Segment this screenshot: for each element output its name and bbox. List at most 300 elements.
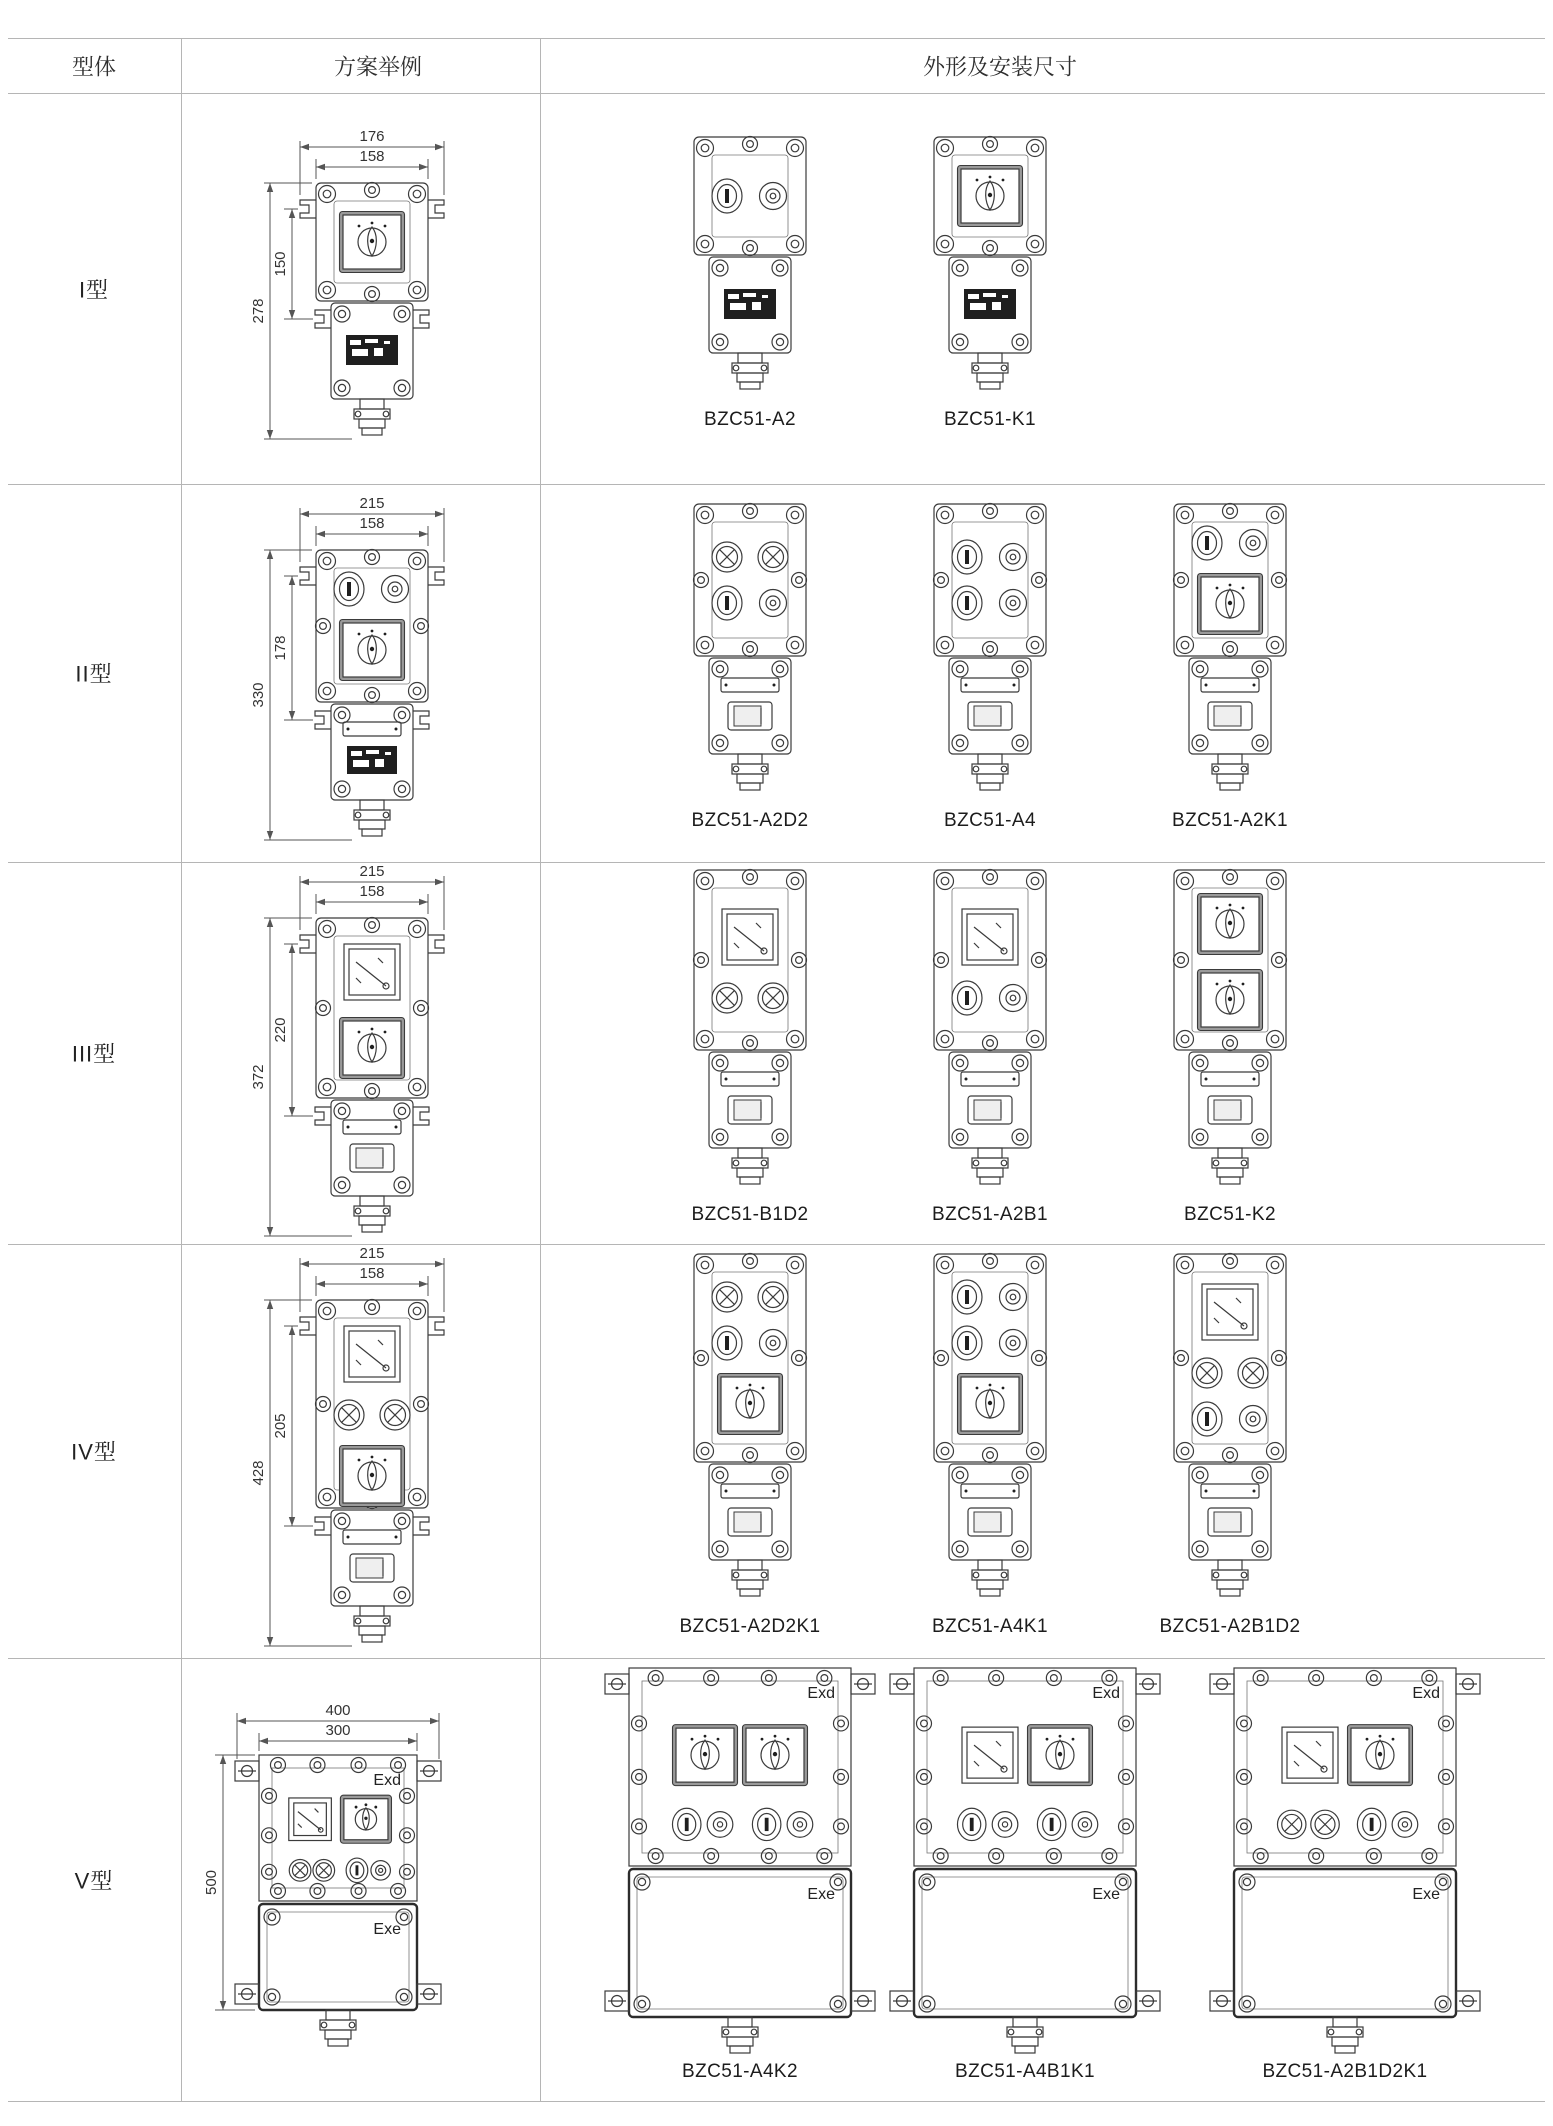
junction-box xyxy=(949,1052,1031,1148)
bolt-icon xyxy=(414,1001,429,1016)
product-drawing xyxy=(932,137,1048,397)
bolt-icon xyxy=(409,683,426,700)
bolt-icon xyxy=(1253,1671,1268,1686)
bolt-icon xyxy=(694,1351,709,1366)
bolt-icon xyxy=(1027,235,1044,252)
dimension-horizontal xyxy=(300,495,444,517)
bolt-icon xyxy=(396,1989,412,2005)
indicator-lamp-icon xyxy=(758,1282,788,1312)
product-drawing xyxy=(1172,870,1288,1192)
bolt-icon xyxy=(787,507,804,524)
bolt-icon xyxy=(334,1103,350,1119)
bolt-icon xyxy=(697,139,714,156)
bolt-icon xyxy=(1223,1254,1238,1269)
ammeter-icon xyxy=(1202,1284,1258,1340)
product-model-label: BZC51-A4K1 xyxy=(932,1616,1048,1637)
mounting-foot-icon xyxy=(851,1991,875,2011)
bolt-icon xyxy=(1012,334,1028,350)
product-drawing xyxy=(692,504,808,798)
junction-box xyxy=(1189,1464,1271,1560)
nameplate xyxy=(964,289,1016,319)
bolt-icon xyxy=(1435,1996,1451,2012)
bolt-icon xyxy=(792,1351,807,1366)
dimension-value: 158 xyxy=(359,883,385,900)
mounting-foot-icon xyxy=(1136,1991,1160,2011)
cable-gland xyxy=(1212,1560,1248,1596)
bolt-icon xyxy=(391,1884,406,1899)
bolt-icon xyxy=(712,1055,728,1071)
dimension-value: 278 xyxy=(250,297,267,324)
bolt-icon xyxy=(319,553,336,570)
bolt-icon xyxy=(743,642,758,657)
bolt-icon xyxy=(1012,661,1028,677)
bolt-icon xyxy=(743,504,758,519)
bolt-icon xyxy=(1192,1129,1208,1145)
ammeter-icon xyxy=(1282,1727,1338,1783)
start-button-icon xyxy=(952,540,982,574)
cable-gland xyxy=(354,399,390,435)
table-border-top xyxy=(8,38,1545,39)
bolt-icon xyxy=(365,550,380,565)
bolt-icon xyxy=(1267,637,1284,654)
bolt-icon xyxy=(933,1849,948,1864)
rotary-switch-icon xyxy=(1198,574,1263,635)
exd-label: Exd xyxy=(807,1685,835,1702)
junction-box xyxy=(949,1464,1031,1560)
bolt-icon xyxy=(1309,1671,1324,1686)
bolt-icon xyxy=(1027,1257,1044,1274)
dimension-horizontal xyxy=(300,128,444,150)
bolt-icon xyxy=(1366,1671,1381,1686)
bolt-icon xyxy=(697,873,714,890)
bolt-icon xyxy=(400,1864,415,1879)
row-divider-2 xyxy=(8,862,1545,863)
rotary-switch-icon xyxy=(340,1018,405,1079)
control-panel-box xyxy=(1174,504,1287,657)
indicator-lamp-icon xyxy=(758,983,788,1013)
bolt-icon xyxy=(319,921,336,938)
bolt-icon xyxy=(712,1129,728,1145)
bolt-icon xyxy=(697,637,714,654)
bolt-icon xyxy=(787,873,804,890)
product-drawing xyxy=(692,137,808,397)
dimension-value: 178 xyxy=(272,635,289,661)
exe-label: Exe xyxy=(1092,1886,1120,1903)
bolt-icon xyxy=(934,1351,949,1366)
indicator-lamp-icon xyxy=(712,1282,742,1312)
mounting-ear-icon xyxy=(315,310,331,328)
bolt-icon xyxy=(1422,1849,1437,1864)
product-drawing xyxy=(603,1666,877,2055)
control-panel-box xyxy=(934,1254,1047,1463)
dimension-horizontal xyxy=(300,1245,444,1267)
rocker-window xyxy=(728,702,772,730)
increased-safety-section xyxy=(259,1904,417,2010)
bolt-icon xyxy=(334,781,350,797)
start-button-icon xyxy=(952,1326,982,1360)
bolt-icon xyxy=(834,1819,849,1834)
bolt-icon xyxy=(1309,1849,1324,1864)
cable-gland xyxy=(722,2017,758,2053)
bolt-icon xyxy=(1252,661,1268,677)
bolt-icon xyxy=(409,921,426,938)
bolt-icon xyxy=(319,185,336,202)
bolt-icon xyxy=(772,1055,788,1071)
rotary-switch-icon xyxy=(1198,970,1263,1031)
exd-label: Exd xyxy=(373,1772,401,1789)
row-divider-4 xyxy=(8,1658,1545,1659)
dimension-value: 372 xyxy=(250,1064,267,1090)
bolt-icon xyxy=(712,334,728,350)
header-col-type: 型体 xyxy=(71,54,117,80)
bolt-icon xyxy=(1032,1351,1047,1366)
bolt-icon xyxy=(262,1788,277,1803)
ammeter-icon xyxy=(289,1798,332,1841)
mounting-ear-icon xyxy=(413,711,429,729)
cable-gland xyxy=(1007,2017,1043,2053)
rocker-window xyxy=(1208,1508,1252,1536)
stop-button-icon xyxy=(1240,530,1267,557)
mounting-ear-icon xyxy=(300,567,316,585)
scheme-drawing xyxy=(246,496,464,850)
start-button-icon xyxy=(334,572,364,606)
bolt-icon xyxy=(934,953,949,968)
terminal-plate xyxy=(343,1530,401,1544)
terminal-plate xyxy=(721,1072,779,1086)
rocker-window xyxy=(968,702,1012,730)
bolt-icon xyxy=(743,136,758,151)
bolt-icon xyxy=(400,1828,415,1843)
bolt-icon xyxy=(761,1849,776,1864)
indicator-lamp-icon xyxy=(380,1400,410,1430)
control-panel-box xyxy=(1174,1254,1287,1463)
nameplate xyxy=(346,335,398,365)
dimension-vertical xyxy=(250,183,273,439)
junction-box xyxy=(331,1100,413,1196)
stop-button-icon xyxy=(1392,1812,1418,1838)
mounting-ear-icon xyxy=(315,711,331,729)
terminal-plate xyxy=(721,1484,779,1498)
bolt-icon xyxy=(394,707,410,723)
mounting-foot-icon xyxy=(1456,1674,1480,1694)
bolt-icon xyxy=(1032,573,1047,588)
cable-gland xyxy=(972,353,1008,389)
bolt-icon xyxy=(1252,735,1268,751)
bolt-icon xyxy=(937,235,954,252)
mounting-foot-icon xyxy=(890,1991,914,2011)
dimension-value: 428 xyxy=(250,1460,267,1486)
junction-box xyxy=(709,1052,791,1148)
product-model-label: BZC51-A2 xyxy=(704,408,796,430)
mounting-foot-icon xyxy=(235,1761,259,1781)
junction-box xyxy=(709,1464,791,1560)
indicator-lamp-icon xyxy=(1192,1358,1222,1388)
bolt-icon xyxy=(817,1849,832,1864)
bolt-icon xyxy=(334,1513,350,1529)
bolt-icon xyxy=(319,1079,336,1096)
table-border-bottom xyxy=(8,2101,1545,2102)
bolt-icon xyxy=(772,735,788,751)
column-divider-1 xyxy=(181,38,182,2101)
bolt-icon xyxy=(394,781,410,797)
bolt-icon xyxy=(787,1031,804,1048)
bolt-icon xyxy=(772,260,788,276)
bolt-icon xyxy=(933,1671,948,1686)
cable-gland xyxy=(1212,754,1248,790)
bolt-icon xyxy=(409,185,426,202)
control-panel-box xyxy=(694,136,806,255)
ammeter-icon xyxy=(344,944,400,1000)
stop-button-icon xyxy=(1000,1330,1027,1357)
dimension-value: 330 xyxy=(250,682,267,708)
dimension-horizontal xyxy=(316,515,428,537)
control-panel-box xyxy=(1174,870,1287,1051)
bolt-icon xyxy=(1032,953,1047,968)
dimension-value: 300 xyxy=(325,1722,351,1739)
bolt-icon xyxy=(1223,504,1238,519)
terminal-plate xyxy=(1201,1072,1259,1086)
product-model-label: BZC51-A2K1 xyxy=(1172,810,1288,831)
ammeter-icon xyxy=(962,909,1018,965)
bolt-icon xyxy=(1027,1443,1044,1460)
bolt-icon xyxy=(1115,1996,1131,2012)
bolt-icon xyxy=(1192,735,1208,751)
bolt-icon xyxy=(1102,1849,1117,1864)
column-divider-2 xyxy=(540,38,541,2101)
stop-button-icon xyxy=(1000,1284,1027,1311)
bolt-icon xyxy=(319,683,336,700)
nameplate xyxy=(347,746,397,774)
start-button-icon xyxy=(712,179,742,213)
bolt-icon xyxy=(1177,1443,1194,1460)
dimension-vertical xyxy=(250,550,273,840)
mounting-ear-icon xyxy=(428,1317,444,1335)
junction-box xyxy=(331,303,413,399)
mounting-foot-icon xyxy=(851,1674,875,1694)
product-model-label: BZC51-A4 xyxy=(944,810,1036,831)
cable-gland xyxy=(320,2010,356,2046)
mounting-ear-icon xyxy=(315,1517,331,1535)
bolt-icon xyxy=(1253,1849,1268,1864)
bolt-icon xyxy=(262,1828,277,1843)
stop-button-icon xyxy=(1000,985,1027,1012)
product-model-label: BZC51-A2D2K1 xyxy=(679,1616,821,1637)
bolt-icon xyxy=(694,953,709,968)
indicator-lamp-icon xyxy=(313,1860,335,1882)
bolt-icon xyxy=(952,1467,968,1483)
start-button-icon xyxy=(712,586,742,620)
rotary-switch-icon xyxy=(718,1374,783,1435)
bolt-icon xyxy=(983,1448,998,1463)
dimension-value: 158 xyxy=(359,1265,385,1282)
bolt-icon xyxy=(262,1864,277,1879)
bolt-icon xyxy=(1192,1055,1208,1071)
bolt-icon xyxy=(697,1443,714,1460)
bolt-icon xyxy=(1027,873,1044,890)
product-model-label: BZC51-A2B1 xyxy=(932,1204,1048,1225)
bolt-icon xyxy=(1012,1467,1028,1483)
dimension-vertical xyxy=(250,918,273,1236)
bolt-icon xyxy=(409,1489,426,1506)
stop-button-icon xyxy=(1000,544,1027,571)
bolt-icon xyxy=(1027,1031,1044,1048)
stop-button-icon xyxy=(707,1812,733,1838)
cable-gland xyxy=(732,754,768,790)
mounting-foot-icon xyxy=(1210,1991,1234,2011)
scheme-drawing xyxy=(246,1246,464,1656)
bolt-icon xyxy=(414,619,429,634)
bolt-icon xyxy=(983,1036,998,1051)
bolt-icon xyxy=(952,260,968,276)
stop-button-icon xyxy=(760,182,787,209)
bolt-icon xyxy=(712,260,728,276)
bolt-icon xyxy=(1192,1467,1208,1483)
dimension-horizontal xyxy=(316,1265,428,1287)
bolt-icon xyxy=(1239,1874,1255,1890)
cable-gland xyxy=(972,754,1008,790)
terminal-plate xyxy=(961,1484,1019,1498)
bolt-icon xyxy=(952,1055,968,1071)
bolt-icon xyxy=(1252,1129,1268,1145)
bolt-icon xyxy=(983,1254,998,1269)
bolt-icon xyxy=(1174,953,1189,968)
bolt-icon xyxy=(983,870,998,885)
bolt-icon xyxy=(1012,1541,1028,1557)
terminal-plate xyxy=(961,678,1019,692)
bolt-icon xyxy=(983,504,998,519)
bolt-icon xyxy=(334,1177,350,1193)
bolt-icon xyxy=(334,306,350,322)
bolt-icon xyxy=(632,1769,647,1784)
bolt-icon xyxy=(1267,1443,1284,1460)
indicator-lamp-icon xyxy=(712,542,742,572)
product-model-label: BZC51-A4B1K1 xyxy=(955,2061,1095,2082)
product-model-label: BZC51-K2 xyxy=(1184,1204,1276,1225)
control-panel-box xyxy=(316,550,429,703)
mounting-ear-icon xyxy=(300,1317,316,1335)
start-button-icon xyxy=(1357,1808,1386,1840)
bolt-icon xyxy=(772,1541,788,1557)
bolt-icon xyxy=(937,1443,954,1460)
start-button-icon xyxy=(346,1858,368,1883)
bolt-icon xyxy=(1177,1257,1194,1274)
bolt-icon xyxy=(787,1443,804,1460)
stop-button-icon xyxy=(1000,590,1027,617)
bolt-icon xyxy=(334,707,350,723)
product-drawing xyxy=(1208,1666,1482,2055)
bolt-icon xyxy=(1177,1031,1194,1048)
start-button-icon xyxy=(1192,526,1222,560)
stop-button-icon xyxy=(382,576,409,603)
bolt-icon xyxy=(1366,1849,1381,1864)
stop-button-icon xyxy=(787,1812,813,1838)
bolt-icon xyxy=(937,873,954,890)
control-panel-box xyxy=(694,504,807,657)
type-label: III型 xyxy=(71,1041,117,1067)
bolt-icon xyxy=(704,1849,719,1864)
flameproof-section xyxy=(259,1755,417,1901)
ammeter-icon xyxy=(722,909,778,965)
bolt-icon xyxy=(319,1489,336,1506)
mounting-ear-icon xyxy=(300,935,316,953)
control-panel-box xyxy=(934,504,1047,657)
rotary-switch-icon xyxy=(1028,1725,1093,1786)
bolt-icon xyxy=(1439,1716,1454,1731)
stop-button-icon xyxy=(371,1861,390,1880)
bolt-icon xyxy=(919,1874,935,1890)
bolt-icon xyxy=(1267,873,1284,890)
bolt-icon xyxy=(316,1001,331,1016)
bolt-icon xyxy=(632,1819,647,1834)
cable-gland xyxy=(732,1560,768,1596)
product-model-label: BZC51-B1D2 xyxy=(691,1204,809,1225)
exe-label: Exe xyxy=(1412,1886,1440,1903)
increased-safety-section xyxy=(629,1869,851,2017)
indicator-lamp-icon xyxy=(1311,1810,1340,1839)
bolt-icon xyxy=(772,1467,788,1483)
bolt-icon xyxy=(409,1079,426,1096)
bolt-icon xyxy=(772,334,788,350)
bolt-icon xyxy=(792,953,807,968)
bolt-icon xyxy=(817,1671,832,1686)
bolt-icon xyxy=(1027,507,1044,524)
start-button-icon xyxy=(952,586,982,620)
stop-button-icon xyxy=(992,1812,1018,1838)
bolt-icon xyxy=(1223,870,1238,885)
row-divider-3 xyxy=(8,1244,1545,1245)
bolt-icon xyxy=(1237,1819,1252,1834)
cable-gland xyxy=(354,800,390,836)
indicator-lamp-icon xyxy=(289,1860,311,1882)
bolt-icon xyxy=(1237,1716,1252,1731)
bolt-icon xyxy=(1012,260,1028,276)
bolt-icon xyxy=(697,1257,714,1274)
bolt-icon xyxy=(316,1397,331,1412)
start-button-icon xyxy=(952,1280,982,1314)
control-panel-box xyxy=(316,1300,429,1509)
bolt-icon xyxy=(1223,642,1238,657)
bolt-icon xyxy=(787,235,804,252)
stop-button-icon xyxy=(760,1330,787,1357)
cable-gland xyxy=(1327,2017,1363,2053)
cable-gland xyxy=(354,1606,390,1642)
junction-box xyxy=(709,658,791,754)
bolt-icon xyxy=(1267,1031,1284,1048)
ammeter-icon xyxy=(962,1727,1018,1783)
product-model-label: BZC51-A4K2 xyxy=(682,2061,798,2082)
dimension-horizontal xyxy=(316,883,428,905)
bolt-icon xyxy=(772,661,788,677)
dimension-value: 158 xyxy=(359,515,385,532)
cable-gland xyxy=(972,1560,1008,1596)
product-model-label: BZC51-K1 xyxy=(944,408,1036,430)
control-panel-box xyxy=(316,918,429,1099)
dimension-value: 220 xyxy=(272,1017,289,1043)
bolt-icon xyxy=(1272,953,1287,968)
dimension-value: 215 xyxy=(359,495,385,512)
rotary-switch-icon xyxy=(340,211,405,272)
mounting-foot-icon xyxy=(417,1984,441,2004)
bolt-icon xyxy=(787,1257,804,1274)
mounting-foot-icon xyxy=(417,1761,441,1781)
dimension-value: 215 xyxy=(359,863,385,880)
bolt-icon xyxy=(1267,1257,1284,1274)
indicator-lamp-icon xyxy=(712,983,742,1013)
exe-label: Exe xyxy=(807,1886,835,1903)
bolt-icon xyxy=(1012,1129,1028,1145)
junction-box xyxy=(1189,1052,1271,1148)
type-label: V型 xyxy=(74,1868,114,1893)
